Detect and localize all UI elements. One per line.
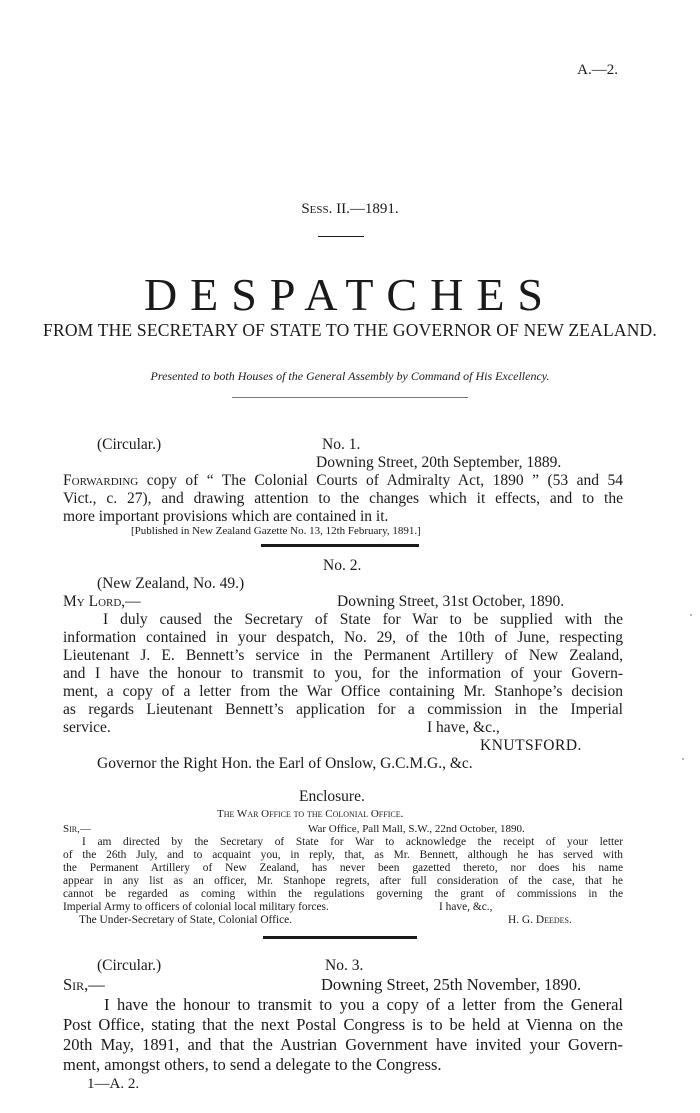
no2-last-line: service.: [63, 719, 111, 736]
enclosure-line-3: the Permanent Artillery of New Zealand, has never been gazetted thereto, nor does his name: [63, 862, 623, 874]
no3-last-line: ment, amongst others, to send a delegate to the Congress.: [63, 1055, 442, 1074]
enclosure-route: The War Office to the Colonial Office.: [217, 808, 404, 820]
no1-paragraph-line-1: Forwarding copy of “ The Colonial Courts of Admiralty Act, 1890 ” (53 and 54: [63, 472, 623, 489]
no1-lead-word: Forwarding: [63, 472, 139, 489]
enclosure-addressee: The Under-Secretary of State, Colonial Office.: [79, 914, 293, 926]
no2-paragraph-line-1: I duly caused the Secretary of State for War to be supplied with the: [103, 611, 623, 628]
document-reference: A.—2.: [577, 62, 618, 78]
no1-tag: (Circular.): [97, 436, 162, 453]
no2-signature: KNUTSFORD.: [480, 737, 582, 754]
enclosure-dateline: War Office, Pall Mall, S.W., 22nd October, 1890.: [308, 823, 525, 835]
scan-speck: [690, 614, 692, 616]
no2-addressee: Governor the Right Hon. the Earl of Onslow, G.C.M.G., &c.: [97, 755, 473, 772]
no2-tag: (New Zealand, No. 49.): [97, 575, 245, 592]
no3-dateline: Downing Street, 25th November, 1890.: [321, 975, 582, 994]
no1-paragraph-line-2: Vict., c. 27), and drawing attention to the changes which it effects, and to the: [63, 490, 623, 507]
no1-published-note: [Published in New Zealand Gazette No. 13, 12th February, 1891.]: [131, 525, 421, 537]
enclosure-separator: [263, 936, 417, 939]
no1-dateline: Downing Street, 20th September, 1889.: [316, 454, 562, 471]
no3-paragraph-line-3: 20th May, 1891, and that the Austrian Government have invited your Govern-: [63, 1035, 623, 1054]
enclosure-line-4: appear in any list as an officer, Mr. Stanhope regrets, after full consideration of the case, that he: [63, 875, 623, 887]
no2-number: No. 2.: [323, 557, 362, 574]
enclosure-last-line: Imperial Army to officers of colonial local military forces.: [63, 901, 329, 913]
enclosure-line-2: of the 26th July, and to acquaint you, in reply, that, as Mr. Bennett, although he has served with: [63, 849, 623, 861]
no1-separator: [261, 544, 419, 547]
enclosure-signature: H. G. Deedes.: [508, 914, 572, 926]
no2-paragraph-line-4: and I have the honour to transmit to you, for the information of your Govern-: [63, 665, 623, 682]
enclosure-line-5: cannot be regarded as coming within the regulations governing the grant of commissions in the: [63, 888, 623, 900]
no2-paragraph-line-3: Lieutenant J. E. Bennett’s service in the Permanent Artillery of New Zealand,: [63, 647, 623, 664]
signature-mark: 1—A. 2.: [87, 1076, 140, 1092]
page-title: DESPATCHES: [143, 269, 557, 320]
no2-salutation: My Lord,—: [63, 593, 141, 610]
enclosure-heading: Enclosure.: [299, 788, 365, 805]
enclosure-salutation: Sir,—: [63, 823, 91, 835]
scan-speck: [682, 758, 684, 760]
session-line: Sess. II.—1891.: [301, 201, 399, 217]
page-subtitle: FROM THE SECRETARY OF STATE TO THE GOVERNOR OF NEW ZEALAND.: [43, 320, 657, 340]
session-rule: [318, 236, 364, 237]
no2-dateline: Downing Street, 31st October, 1890.: [337, 593, 565, 610]
no3-tag: (Circular.): [97, 957, 162, 974]
no1-paragraph-line-3: more important provisions which are contained in it.: [63, 508, 389, 525]
header-rule: [232, 397, 468, 398]
no3-paragraph-line-1: I have the honour to transmit to you a copy of a letter from the General: [104, 995, 623, 1014]
no2-closing: I have, &c.,: [427, 719, 500, 736]
no2-paragraph-line-2: information contained in your despatch, No. 29, of the 10th of June, respecting: [63, 629, 623, 646]
enclosure-line-1: I am directed by the Secretary of State for War to acknowledge the receipt of your letter: [82, 836, 623, 848]
presented-note: Presented to both Houses of the General Assembly by Command of His Excellency.: [150, 369, 550, 383]
no1-number: No. 1.: [322, 436, 361, 453]
no2-paragraph-line-5: ment, a copy of a letter from the War Office containing Mr. Stanhope’s decision: [63, 683, 623, 700]
no3-salutation: Sir,—: [63, 975, 105, 994]
no3-paragraph-line-2: Post Office, stating that the next Postal Congress is to be held at Vienna on the: [63, 1015, 623, 1034]
no2-paragraph-line-6: as regards Lieutenant Bennett’s application for a commission in the Imperial: [63, 701, 623, 718]
no3-number: No. 3.: [325, 957, 364, 974]
enclosure-closing: I have, &c.,: [439, 901, 493, 913]
